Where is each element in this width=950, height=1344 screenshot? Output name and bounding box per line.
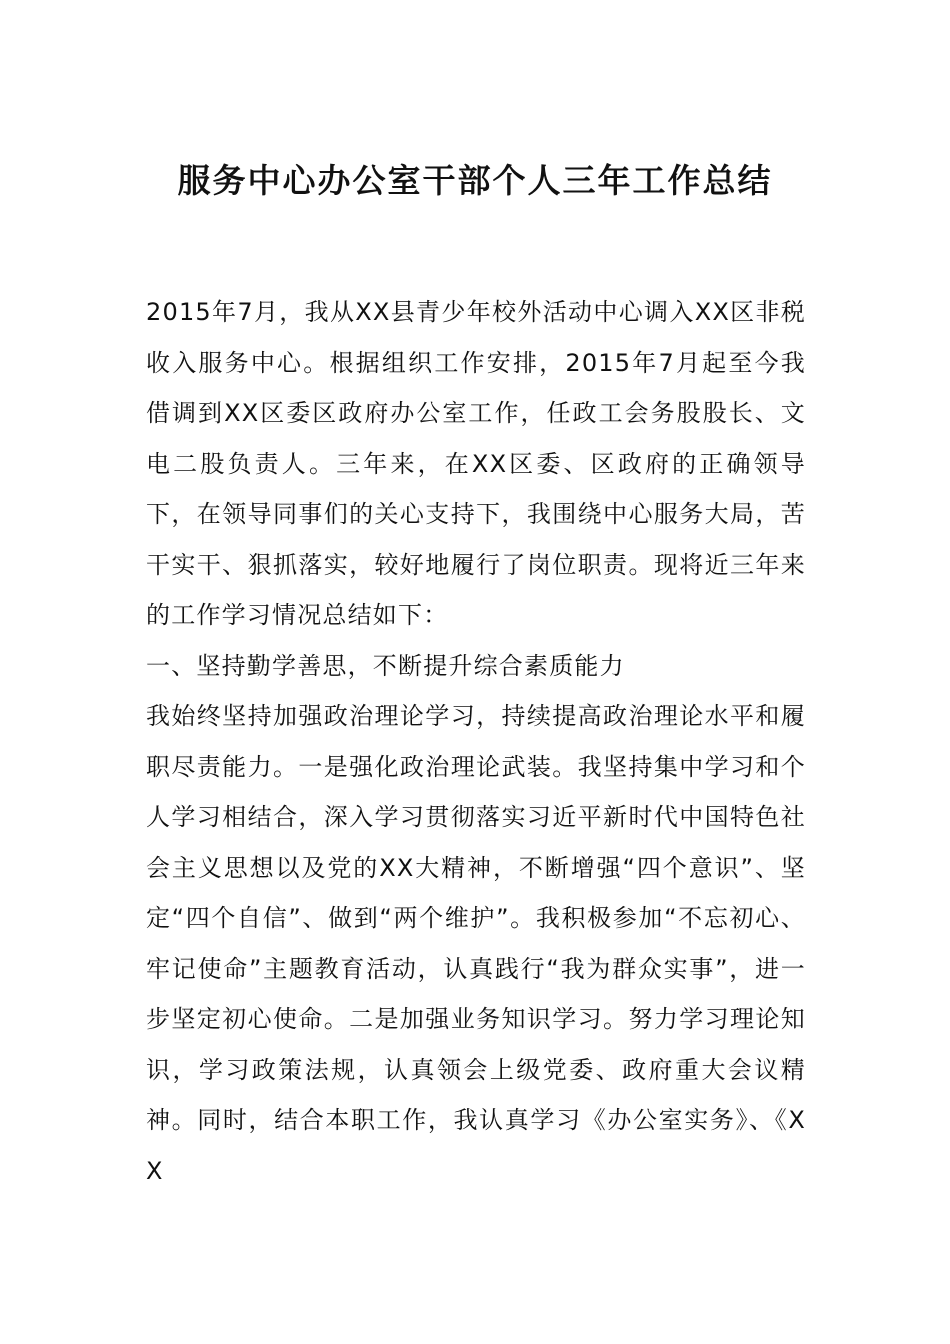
paragraph-study: 我始终坚持加强政治理论学习，持续提高政治理论水平和履职尽责能力。一是强化政治理论武装。我坚持集中学习和个人学习相结合，深入学习贯彻落实习近平新时代中国特色社会主义思想以及党的XX大精神，不断增强“四个意识”、坚定“四个自信”、做到“两个维护”。我积极参加“不忘初心、牢记使命”主题教育活动，认真践行“我为群众实事”，进一步坚定初心使命。二是加强业务知识学习。努力学习理论知识，学习政策法规，认真领会上级党委、政府重大会议精神。同时，结合本职工作，我认真学习《办公室实务》、《XX [146, 702, 806, 1185]
paragraph-intro: 2015年7月，我从XX县青少年校外活动中心调入XX区非税收入服务中心。根据组织工作安排，2015年7月起至今我借调到XX区委区政府办公室工作，任政工会务股股长、文电二股负责人。三年来，在XX区委、区政府的正确领导下，在领导同事们的关心支持下，我围绕中心服务大局，苦干实干、狠抓落实，较好地履行了岗位职责。现将近三年来的工作学习情况总结如下： [146, 298, 806, 629]
document-title: 服务中心办公室干部个人三年工作总结 [177, 161, 773, 200]
section-heading-1: 一、坚持勤学善思，不断提升综合素质能力 [146, 651, 625, 680]
document-body [146, 287, 806, 1196]
